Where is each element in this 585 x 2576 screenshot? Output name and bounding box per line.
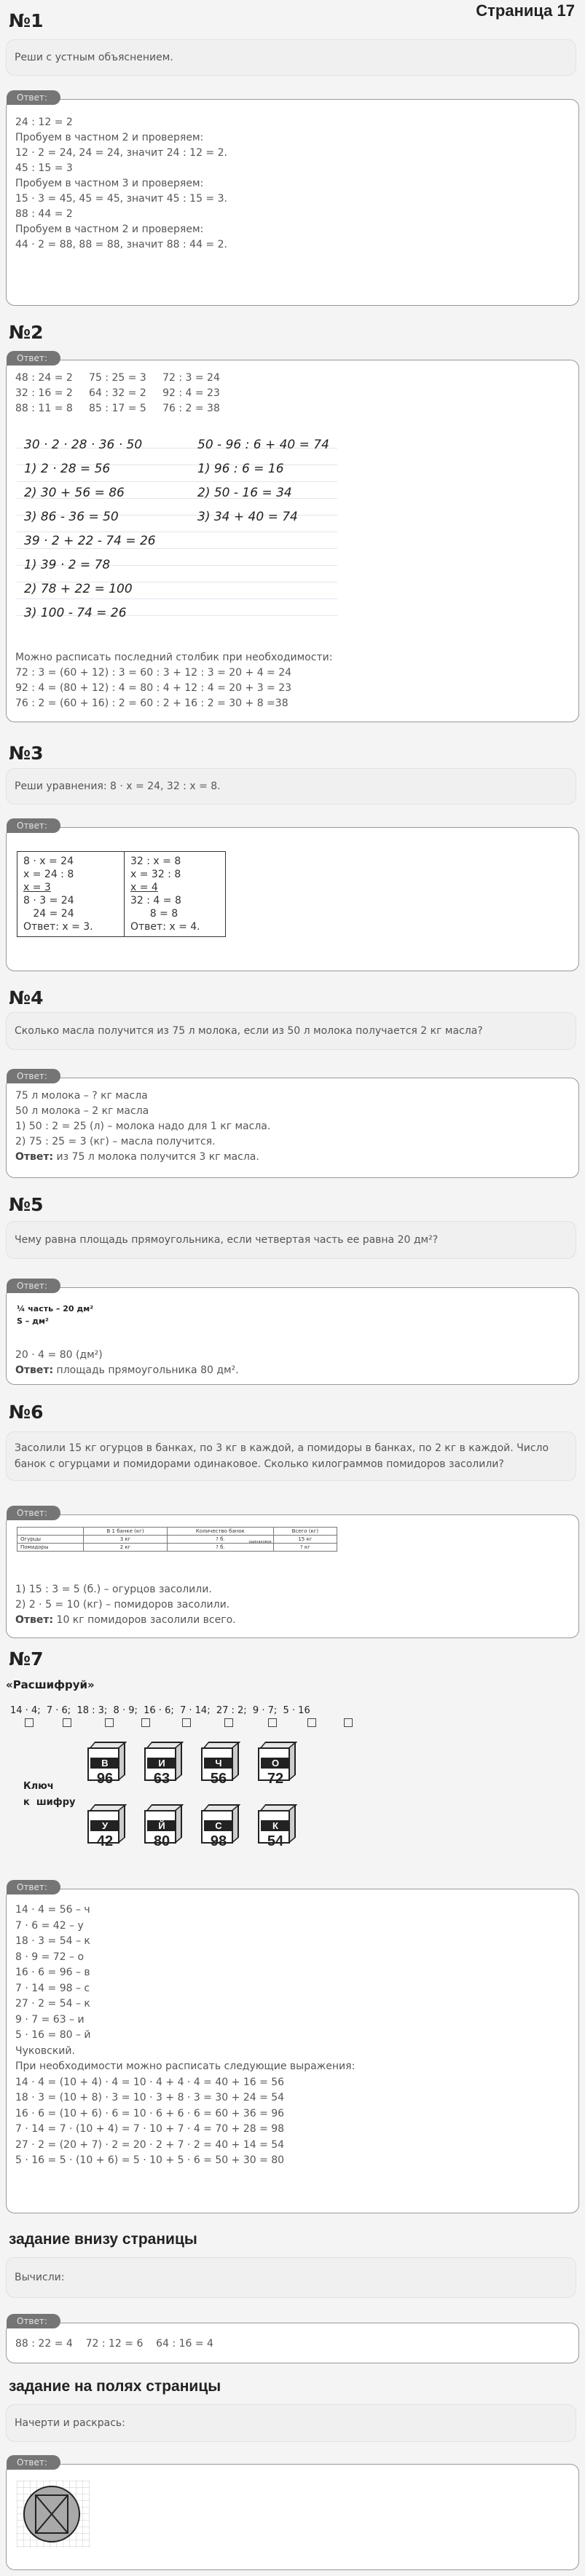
line: 48 : 24 = 2 75 : 25 = 3 72 : 3 = 24 (15, 372, 220, 384)
cube-number: 63 (153, 1771, 170, 1787)
cube-letter: О (261, 1758, 290, 1769)
cube-letter: Ч (204, 1758, 233, 1769)
task4-question (6, 1012, 576, 1050)
task6-answer (6, 1508, 579, 1638)
line: Пробуем в частном 2 и проверяем: (15, 132, 204, 143)
cube-letter: У (90, 1820, 119, 1831)
task4-answer (6, 1071, 579, 1178)
task3-question-text: Реши уравнения: 8 · x = 24, 32 : x = 8. (15, 781, 221, 792)
line: 2) 75 : 25 = 3 (кг) – масла получится. (15, 1136, 216, 1147)
task3-number: №3 (9, 743, 44, 764)
answer-label: Ответ: (15, 1364, 54, 1376)
task1-lines (15, 115, 227, 253)
table-cell: Помидоры (17, 1544, 84, 1552)
line: 5 · 16 = 80 – й (15, 2029, 91, 2041)
line: 27 · 2 = 54 – к (15, 1998, 90, 2010)
task3-answer (6, 821, 579, 971)
line: Можно расписать последний столбик при необходимости: (15, 652, 333, 663)
task6-number: №6 (9, 1402, 44, 1423)
line: 92 : 4 = (80 + 12) : 4 = 80 : 4 + 12 : 4 = 20 + 3 = 23 (15, 682, 292, 694)
task6-answer-line (15, 1613, 236, 1628)
cipher-cube (144, 1742, 182, 1787)
hw-line: 2) 50 - 16 = 34 (197, 486, 292, 500)
given-line: S – дм² (17, 1316, 49, 1326)
line: 14 · 4 = (10 + 4) · 4 = 10 · 4 + 4 · 4 = 40 + 16 = 56 (15, 2076, 285, 2088)
cipher-cube (201, 1742, 239, 1787)
table-cell: Огурцы (17, 1536, 84, 1544)
hw-line: 2) 30 + 56 = 86 (24, 486, 125, 500)
table-cell: ? б. (168, 1544, 274, 1552)
line: x = 4 (130, 882, 158, 893)
task1-question (6, 39, 576, 76)
task5-question-text: Чему равна площадь прямоугольника, если четвертая часть ее равна 20 дм²? (15, 1234, 439, 1246)
table-head-cell (17, 1528, 84, 1536)
task7-title: «Расшифруй» (6, 1678, 95, 1691)
task4-question-text: Сколько масла получится из 75 л молока, если из 50 л молока получается 2 кг масла? (15, 1025, 483, 1037)
line: 12 · 2 = 24, 24 = 24, значит 24 : 12 = 2. (15, 147, 227, 159)
line: 7 · 6 = 42 – у (15, 1919, 84, 1932)
hw-line: 50 - 96 : 6 + 40 = 74 (197, 438, 329, 452)
task2-lines (15, 371, 220, 416)
cube-number: 96 (96, 1771, 114, 1787)
cipher-cube (258, 1804, 296, 1849)
line: 8 = 8 (130, 908, 178, 920)
answer-tab: Ответ: (7, 1506, 60, 1520)
table-head-cell: Количество банок (168, 1528, 274, 1536)
task5-given (17, 1303, 93, 1327)
cube-number: 54 (267, 1833, 284, 1849)
task1-number: №1 (9, 10, 44, 31)
cube-letter: Й (147, 1820, 176, 1831)
line: 44 · 2 = 88, 88 = 88, значит 88 : 44 = 2. (15, 239, 227, 250)
task4-number: №4 (9, 987, 44, 1008)
task3-question (6, 768, 576, 805)
hw-line: 1) 2 · 28 = 56 (24, 462, 111, 476)
given-line: ¼ часть – 20 дм² (17, 1304, 94, 1313)
answer-label: Ответ: (15, 1151, 54, 1163)
line: 1) 50 : 2 = 25 (л) – молока надо для 1 кг масла. (15, 1121, 271, 1132)
hw-line: 30 · 2 · 28 · 36 · 50 (24, 438, 143, 452)
answer-tab: Ответ: (7, 90, 60, 105)
line: 15 · 3 = 45, 45 = 45, значит 45 : 15 = 3. (15, 193, 227, 205)
margin-task-question (6, 2404, 576, 2442)
task6-question-text: Засолили 15 кг огурцов в банках, по 3 кг в каждой, а помидоры в банках, по 2 кг в каждой. Число банок с огурцами и помидорами одинаковое. Сколько килограммов помидоров засолили? (15, 1442, 549, 1470)
line: Ответ: x = 3. (23, 921, 93, 933)
table-head-cell: В 1 банке (кг) (84, 1528, 168, 1536)
line: 32 : x = 8 (130, 856, 181, 867)
cube-number: 42 (96, 1833, 114, 1849)
margin-task-title: задание на полях страницы (9, 2378, 221, 2395)
answer-square[interactable] (224, 1718, 233, 1727)
line: x = 32 : 8 (130, 869, 181, 880)
line: 88 : 11 = 8 85 : 17 = 5 76 : 2 = 38 (15, 403, 220, 414)
task5-number: №5 (9, 1194, 44, 1215)
answer-tab: Ответ: (7, 351, 60, 366)
line: 8 · 3 = 24 (23, 895, 74, 906)
line: 24 : 12 = 2 (15, 116, 73, 128)
table-cell: ? кг (273, 1544, 337, 1552)
bottom-task-answer (6, 2316, 579, 2363)
cube-number: 98 (210, 1833, 227, 1849)
task5-answer (6, 1281, 579, 1385)
hw-line: 39 · 2 + 22 - 74 = 26 (24, 534, 156, 548)
hw-line: 1) 96 : 6 = 16 (197, 462, 284, 476)
line: 18 · 3 = (10 + 8) · 3 = 10 · 3 + 8 · 3 = 30 + 24 = 54 (15, 2092, 285, 2103)
line: Чуковский. (15, 2044, 75, 2057)
cube-letter: К (261, 1820, 290, 1831)
line: 45 : 15 = 3 (15, 162, 73, 174)
line: 88 : 22 = 4 72 : 12 = 6 64 : 16 = 4 (15, 2338, 213, 2350)
hw-right (197, 433, 329, 529)
line: 8 · 9 = 72 – о (15, 1951, 85, 1963)
answer-square[interactable] (25, 1718, 34, 1727)
task2-number: №2 (9, 322, 44, 343)
line: 8 · x = 24 (23, 856, 74, 867)
equations-table (17, 851, 226, 937)
line: При необходимости можно расписать следующие выражения: (15, 2061, 356, 2072)
hw-line: 1) 39 · 2 = 78 (24, 558, 111, 572)
line: 76 : 2 = (60 + 16) : 2 = 60 : 2 + 16 : 2 = 30 + 8 =38 (15, 698, 288, 709)
page-title: Страница 17 (476, 1, 575, 20)
line: 9 · 7 = 63 – и (15, 2013, 85, 2026)
cipher-cube (258, 1742, 296, 1787)
task1-question-text: Реши с устным объяснением. (15, 52, 173, 63)
line: 24 = 24 (23, 908, 74, 920)
drawing (17, 2481, 90, 2548)
task7-expressions: 14 · 4; 7 · 6; 18 : 3; 8 · 9; 16 · 6; 7 · 14; 27 : 2; 9 · 7; 5 · 16 (10, 1705, 310, 1716)
cipher-cube (201, 1804, 239, 1849)
task4-answer-line (15, 1150, 270, 1165)
table-cell: 3 кг (84, 1536, 168, 1544)
cell-text: ? б. (216, 1536, 225, 1542)
line: 2) 2 · 5 = 10 (кг) – помидоров засолили. (15, 1599, 230, 1611)
line: 50 л молока – 2 кг масла (15, 1105, 149, 1117)
cube-letter: И (147, 1758, 176, 1769)
line: Пробуем в частном 2 и проверяем: (15, 224, 204, 235)
cipher-cube (144, 1804, 182, 1849)
handwritten-notebook (17, 432, 337, 630)
answer-tab: Ответ: (7, 818, 60, 833)
line: 1) 15 : 3 = 5 (б.) – огурцов засолили. (15, 1584, 212, 1595)
answer-square[interactable] (141, 1718, 150, 1727)
line: x = 24 : 8 (23, 869, 74, 880)
cube-letter: В (90, 1758, 119, 1769)
table-note: одинаковое (248, 1540, 272, 1544)
task7-number: №7 (9, 1648, 44, 1670)
answer-text: из 75 л молока получится 3 кг масла. (53, 1151, 259, 1163)
task7-answer (6, 1882, 579, 2213)
line: 20 · 4 = 80 (дм²) (15, 1349, 103, 1361)
answer-label: Ответ: (15, 1614, 54, 1626)
task4-lines (15, 1089, 270, 1165)
table-cell: 2 кг (84, 1544, 168, 1552)
cube-letter: С (204, 1820, 233, 1831)
answer-tab: Ответ: (7, 2314, 60, 2328)
line: 5 · 16 = 5 · (10 + 6) = 5 · 10 + 5 · 6 = 50 + 30 = 80 (15, 2154, 285, 2166)
answer-text: 10 кг помидоров засолили всего. (53, 1614, 236, 1626)
margin-task-answer (6, 2457, 579, 2570)
answer-square[interactable] (182, 1718, 191, 1727)
bottom-task-question (6, 2257, 576, 2298)
bottom-task-lines (15, 2336, 213, 2352)
line: 72 : 3 = (60 + 12) : 3 = 60 : 3 + 12 : 3 = 20 + 4 = 24 (15, 667, 292, 679)
key-label: Ключ к шифру (23, 1781, 76, 1808)
margin-task-question-text: Начерти и раскрась: (15, 2417, 125, 2429)
task6-lines (15, 1582, 236, 1628)
line: 14 · 4 = 56 – ч (15, 1904, 90, 1916)
task6-table (17, 1527, 337, 1552)
task5-question (6, 1221, 576, 1259)
hw-left (24, 433, 156, 625)
cube-number: 72 (267, 1771, 284, 1787)
answer-square[interactable] (105, 1718, 114, 1727)
bottom-task-title: задание внизу страницы (9, 2231, 197, 2248)
equation-left (17, 852, 125, 937)
line: 32 : 4 = 8 (130, 895, 181, 906)
line: 88 : 44 = 2 (15, 208, 73, 220)
line: 7 · 14 = 7 · (10 + 4) = 7 · 10 + 7 · 4 = 70 + 28 = 98 (15, 2123, 285, 2135)
hw-line: 3) 34 + 40 = 74 (197, 510, 298, 524)
line: 18 · 3 = 54 – к (15, 1935, 90, 1947)
answer-square[interactable] (344, 1718, 353, 1727)
hw-line: 3) 86 - 36 = 50 (24, 510, 119, 524)
table-row (17, 1544, 337, 1552)
task6-question (6, 1431, 576, 1481)
line: 75 л молока – ? кг масла (15, 1090, 148, 1102)
line: Ответ: x = 4. (130, 921, 200, 933)
answer-tab: Ответ: (7, 2455, 60, 2470)
line: 16 · 6 = (10 + 6) · 6 = 10 · 6 + 6 · 6 = 60 + 36 = 96 (15, 2107, 285, 2119)
cube-number: 80 (153, 1833, 170, 1849)
task5-lines (15, 1348, 239, 1378)
line: 27 · 2 = (20 + 7) · 2 = 20 · 2 + 7 · 2 = 40 + 14 = 54 (15, 2138, 285, 2151)
task1-answer (6, 92, 579, 306)
line: 16 · 6 = 96 – в (15, 1967, 90, 1978)
table-row (17, 1536, 337, 1544)
task5-answer-line (15, 1363, 239, 1378)
answer-square[interactable] (268, 1718, 277, 1727)
table-cell: 15 кг (273, 1536, 337, 1544)
line: Пробуем в частном 3 и проверяем: (15, 178, 204, 189)
line: 32 : 16 = 2 64 : 32 = 2 92 : 4 = 23 (15, 387, 220, 399)
table-cell (168, 1536, 274, 1544)
answer-tab: Ответ: (7, 1279, 60, 1293)
cipher-cube (87, 1742, 125, 1787)
hw-line: 2) 78 + 22 = 100 (24, 582, 133, 596)
answer-squares (15, 1718, 353, 1727)
equation-right (125, 852, 226, 937)
cipher-cube (87, 1804, 125, 1849)
line: 7 · 14 = 98 – с (15, 1982, 90, 1994)
answer-square[interactable] (63, 1718, 71, 1727)
table-head-cell: Всего (кг) (273, 1528, 337, 1536)
bottom-task-question-text: Вычисли: (15, 2272, 65, 2283)
answer-text: площадь прямоугольника 80 дм². (53, 1364, 239, 1376)
answer-square[interactable] (307, 1718, 316, 1727)
line: x = 3 (23, 882, 51, 893)
task7-lines (15, 1903, 355, 2169)
answer-tab: Ответ: (7, 1880, 60, 1895)
task2-after (15, 650, 332, 711)
task2-answer (6, 353, 579, 722)
hw-line: 3) 100 - 74 = 26 (24, 606, 127, 620)
cube-number: 56 (210, 1771, 227, 1787)
answer-tab: Ответ: (7, 1069, 60, 1083)
